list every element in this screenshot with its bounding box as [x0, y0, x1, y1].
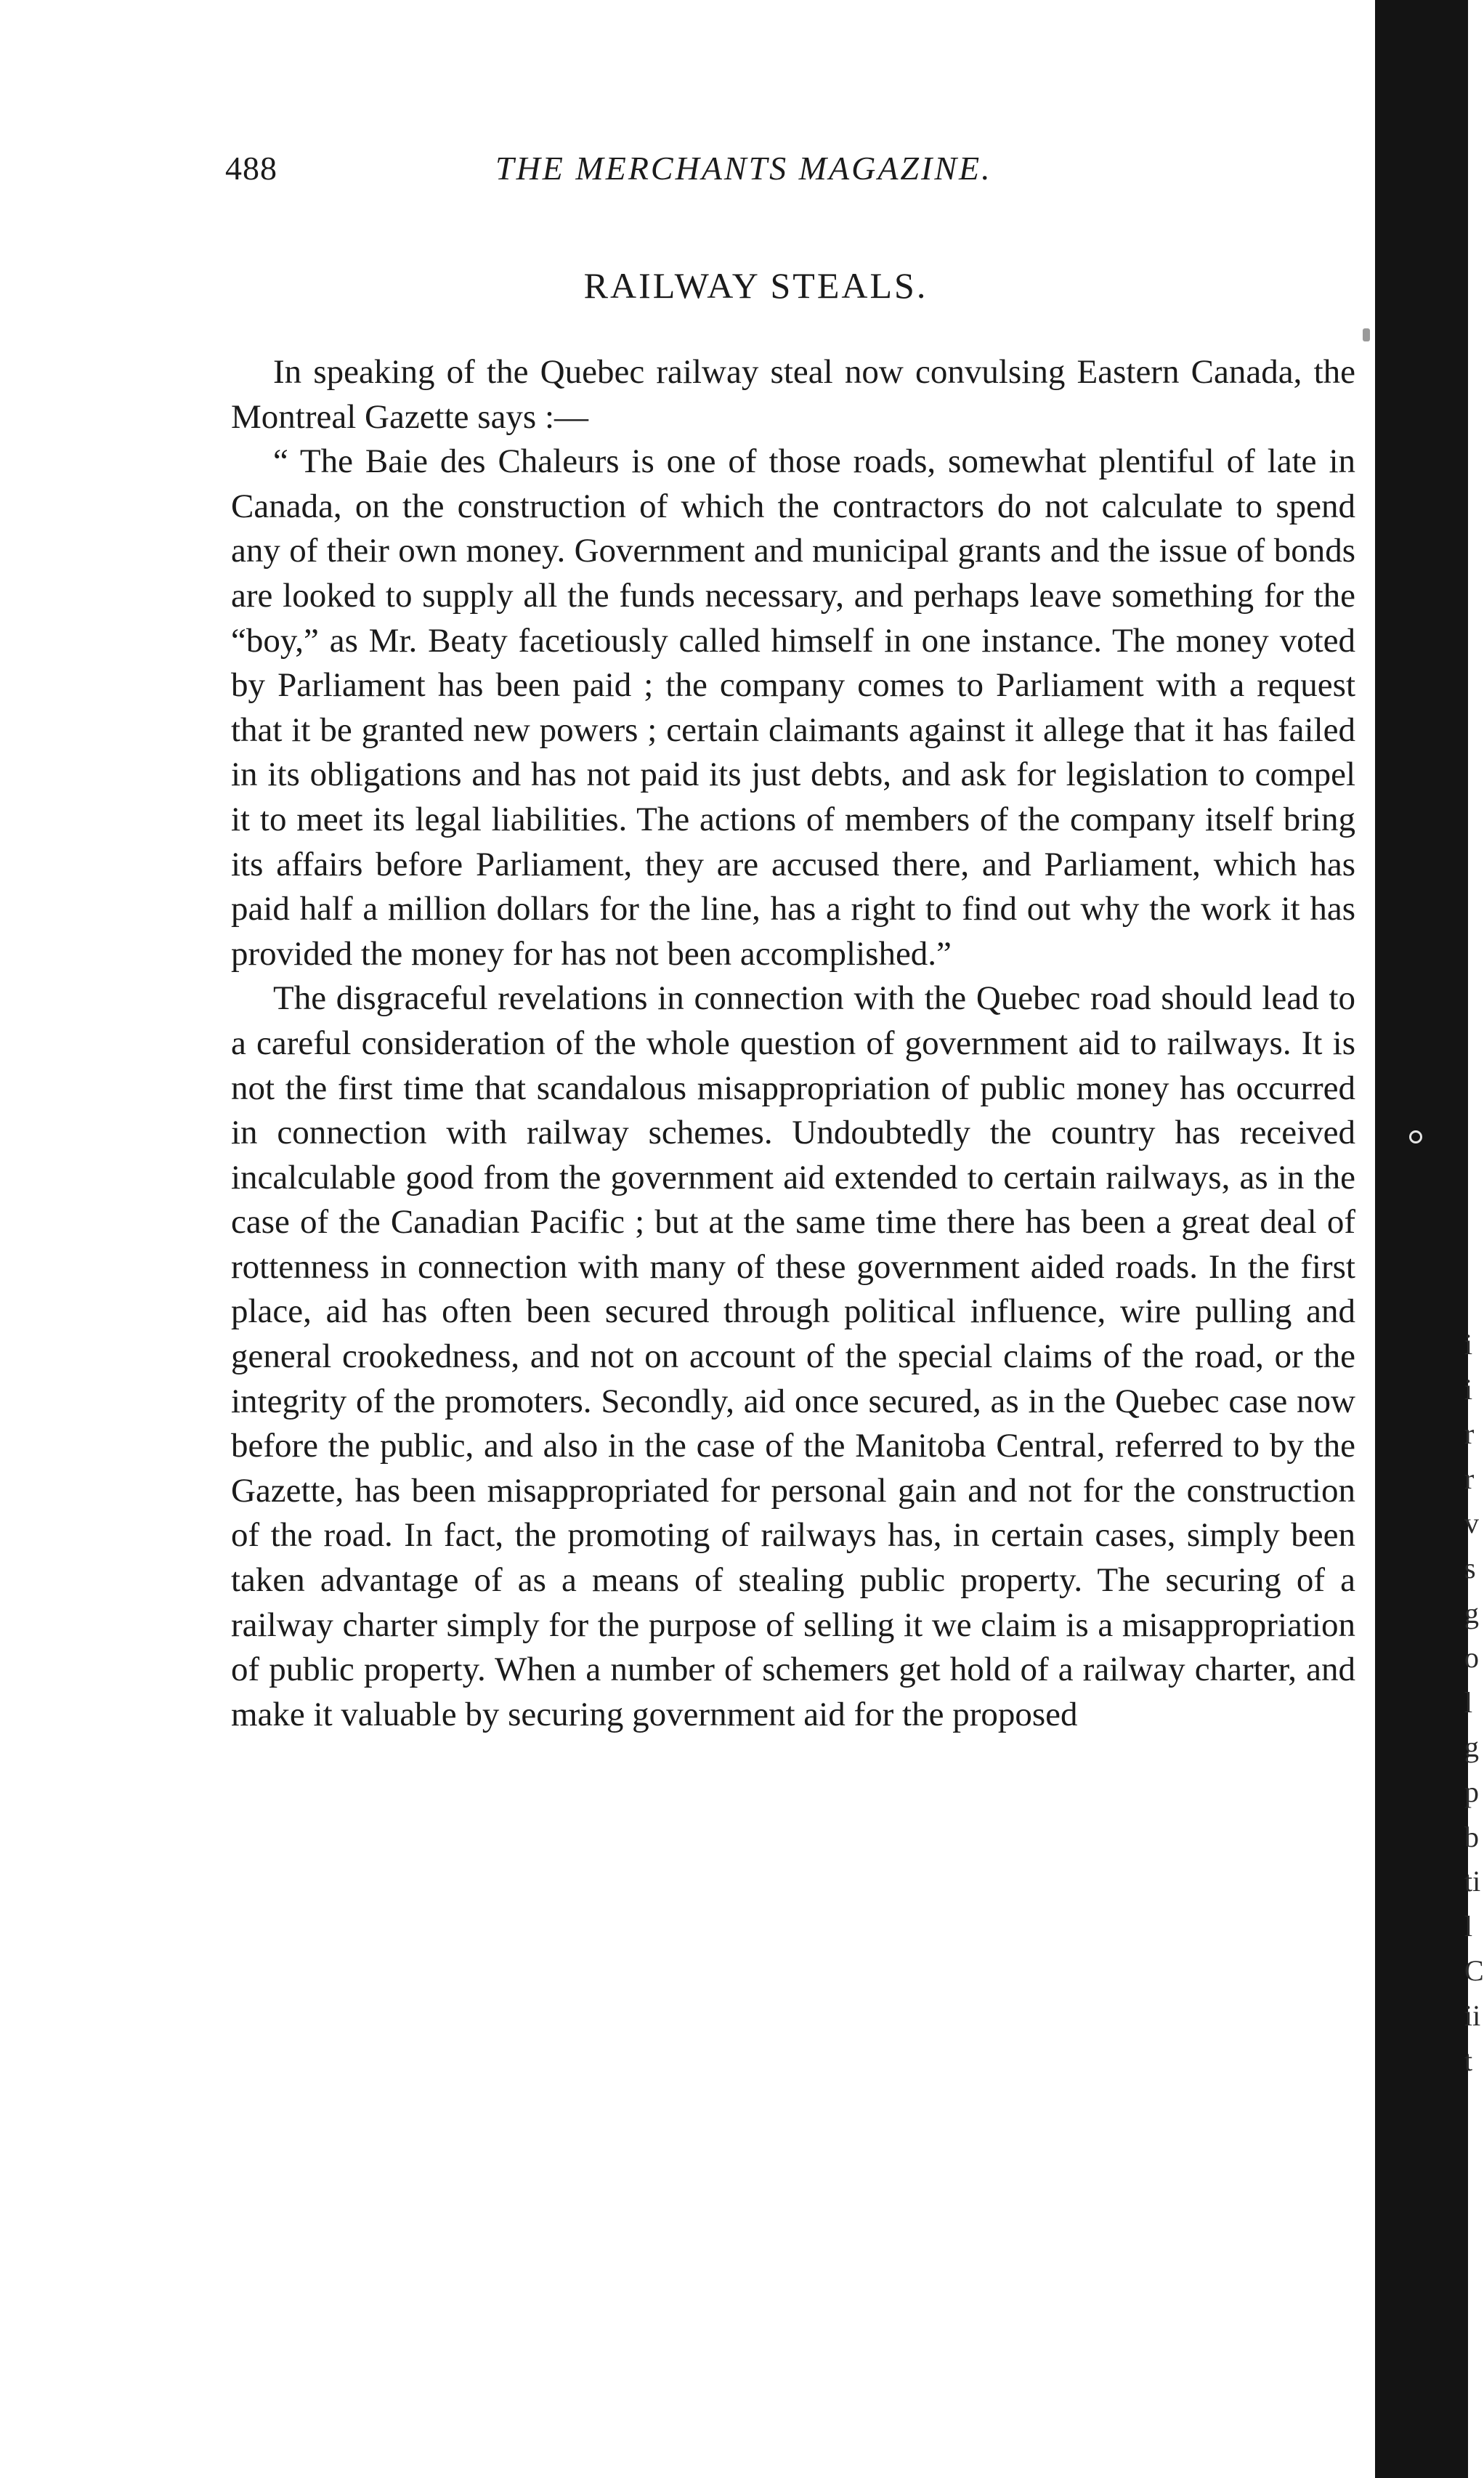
edge-letter: ii [1464, 1999, 1481, 2032]
edge-letter: g [1464, 1730, 1479, 1764]
edge-mark [1363, 328, 1370, 341]
paragraph-quotation: “ The Baie des Chaleurs is one of those roads, somewhat plentiful of late in Canada, on the construction of which the contractors do not calculate to spend any of their own money. Government and municipal grants and the issue of bonds are looked to supply all the funds necessary, and perhaps leave something for the “boy,” as Mr. Beaty facetiously called himself in one instance. The money voted by Parliament has been paid ; the company comes to Parliament with a request that it be granted new powers ; certain claimants against it allege that it has failed in its obligations and has not paid its just debts, and ask for legislation to compel it to meet its legal liabilities. The actions of members of the company itself bring its affairs before Parliament, they are accused there, and Parliament, which has paid half a million dollars for the line, has a right to find out why the work it has provided the money for has not been accomplished.” [231, 442, 1355, 973]
edge-letter: b [1464, 1820, 1479, 1853]
paragraph-intro: In speaking of the Quebec railway steal now convulsing Eastern Canada, the Montreal Gazette says :— [231, 353, 1355, 436]
page-header [0, 149, 1468, 193]
edge-letter: s [1464, 1551, 1476, 1584]
edge-letter: ti [1464, 1865, 1481, 1898]
edge-letter: p [1464, 1775, 1479, 1808]
edge-letter: v [1464, 1507, 1479, 1540]
edge-letter: i [1464, 1328, 1473, 1361]
edge-letter: o [1464, 1641, 1479, 1675]
edge-letter: i [1464, 1372, 1473, 1406]
edge-letter: l [1464, 1909, 1473, 1943]
article-body [231, 350, 1355, 1737]
edge-dot [1409, 1130, 1422, 1143]
article-title: RAILWAY STEALS. [583, 265, 928, 306]
edge-letter: r [1464, 1462, 1475, 1495]
paragraph-commentary: The disgraceful revelations in connection with the Quebec road should lead to a careful consideration of the whole question of government aid to railways. It is not the first time that scandalous misappropriation of public money has occurred in connection with railway schemes. Undoubtedly the country has received incalculable good from the government aid extended to certain railways, as in the case of the Canadian Pacific ; but at the same time there has been a great deal of rottenness in connection with many of these government aided roads. In the first place, aid has often been secured through political influence, wire pulling and general crookedness, and not on account of the special claims of the road, or the integrity of the promoters. Secondly, aid once secured, as in the Quebec case now before the public, and also in the case of the Manitoba Central, referred to by the Gazette, has been misappropriated for personal gain and not for the construction of the road. In fact, the promoting of railways has, in certain cases, simply been taken advantage of as a means of stealing public property. The securing of a railway charter simply for the purpose of selling it we claim is a misappropriation of public property. When a number of schemers get hold of a railway charter, and make it valuable by securing government aid for the proposed [231, 979, 1355, 1733]
edge-letter: r [1464, 1417, 1475, 1451]
facing-page-edge-letters [1464, 1322, 1484, 2083]
edge-letter: C [1464, 1954, 1484, 1988]
running-title: THE MERCHANTS MAGAZINE. [495, 150, 992, 187]
edge-letter: g [1464, 1596, 1479, 1629]
edge-letter: l [1464, 1685, 1473, 1719]
page-number: 488 [225, 150, 277, 187]
edge-letter: t [1464, 2044, 1473, 2077]
